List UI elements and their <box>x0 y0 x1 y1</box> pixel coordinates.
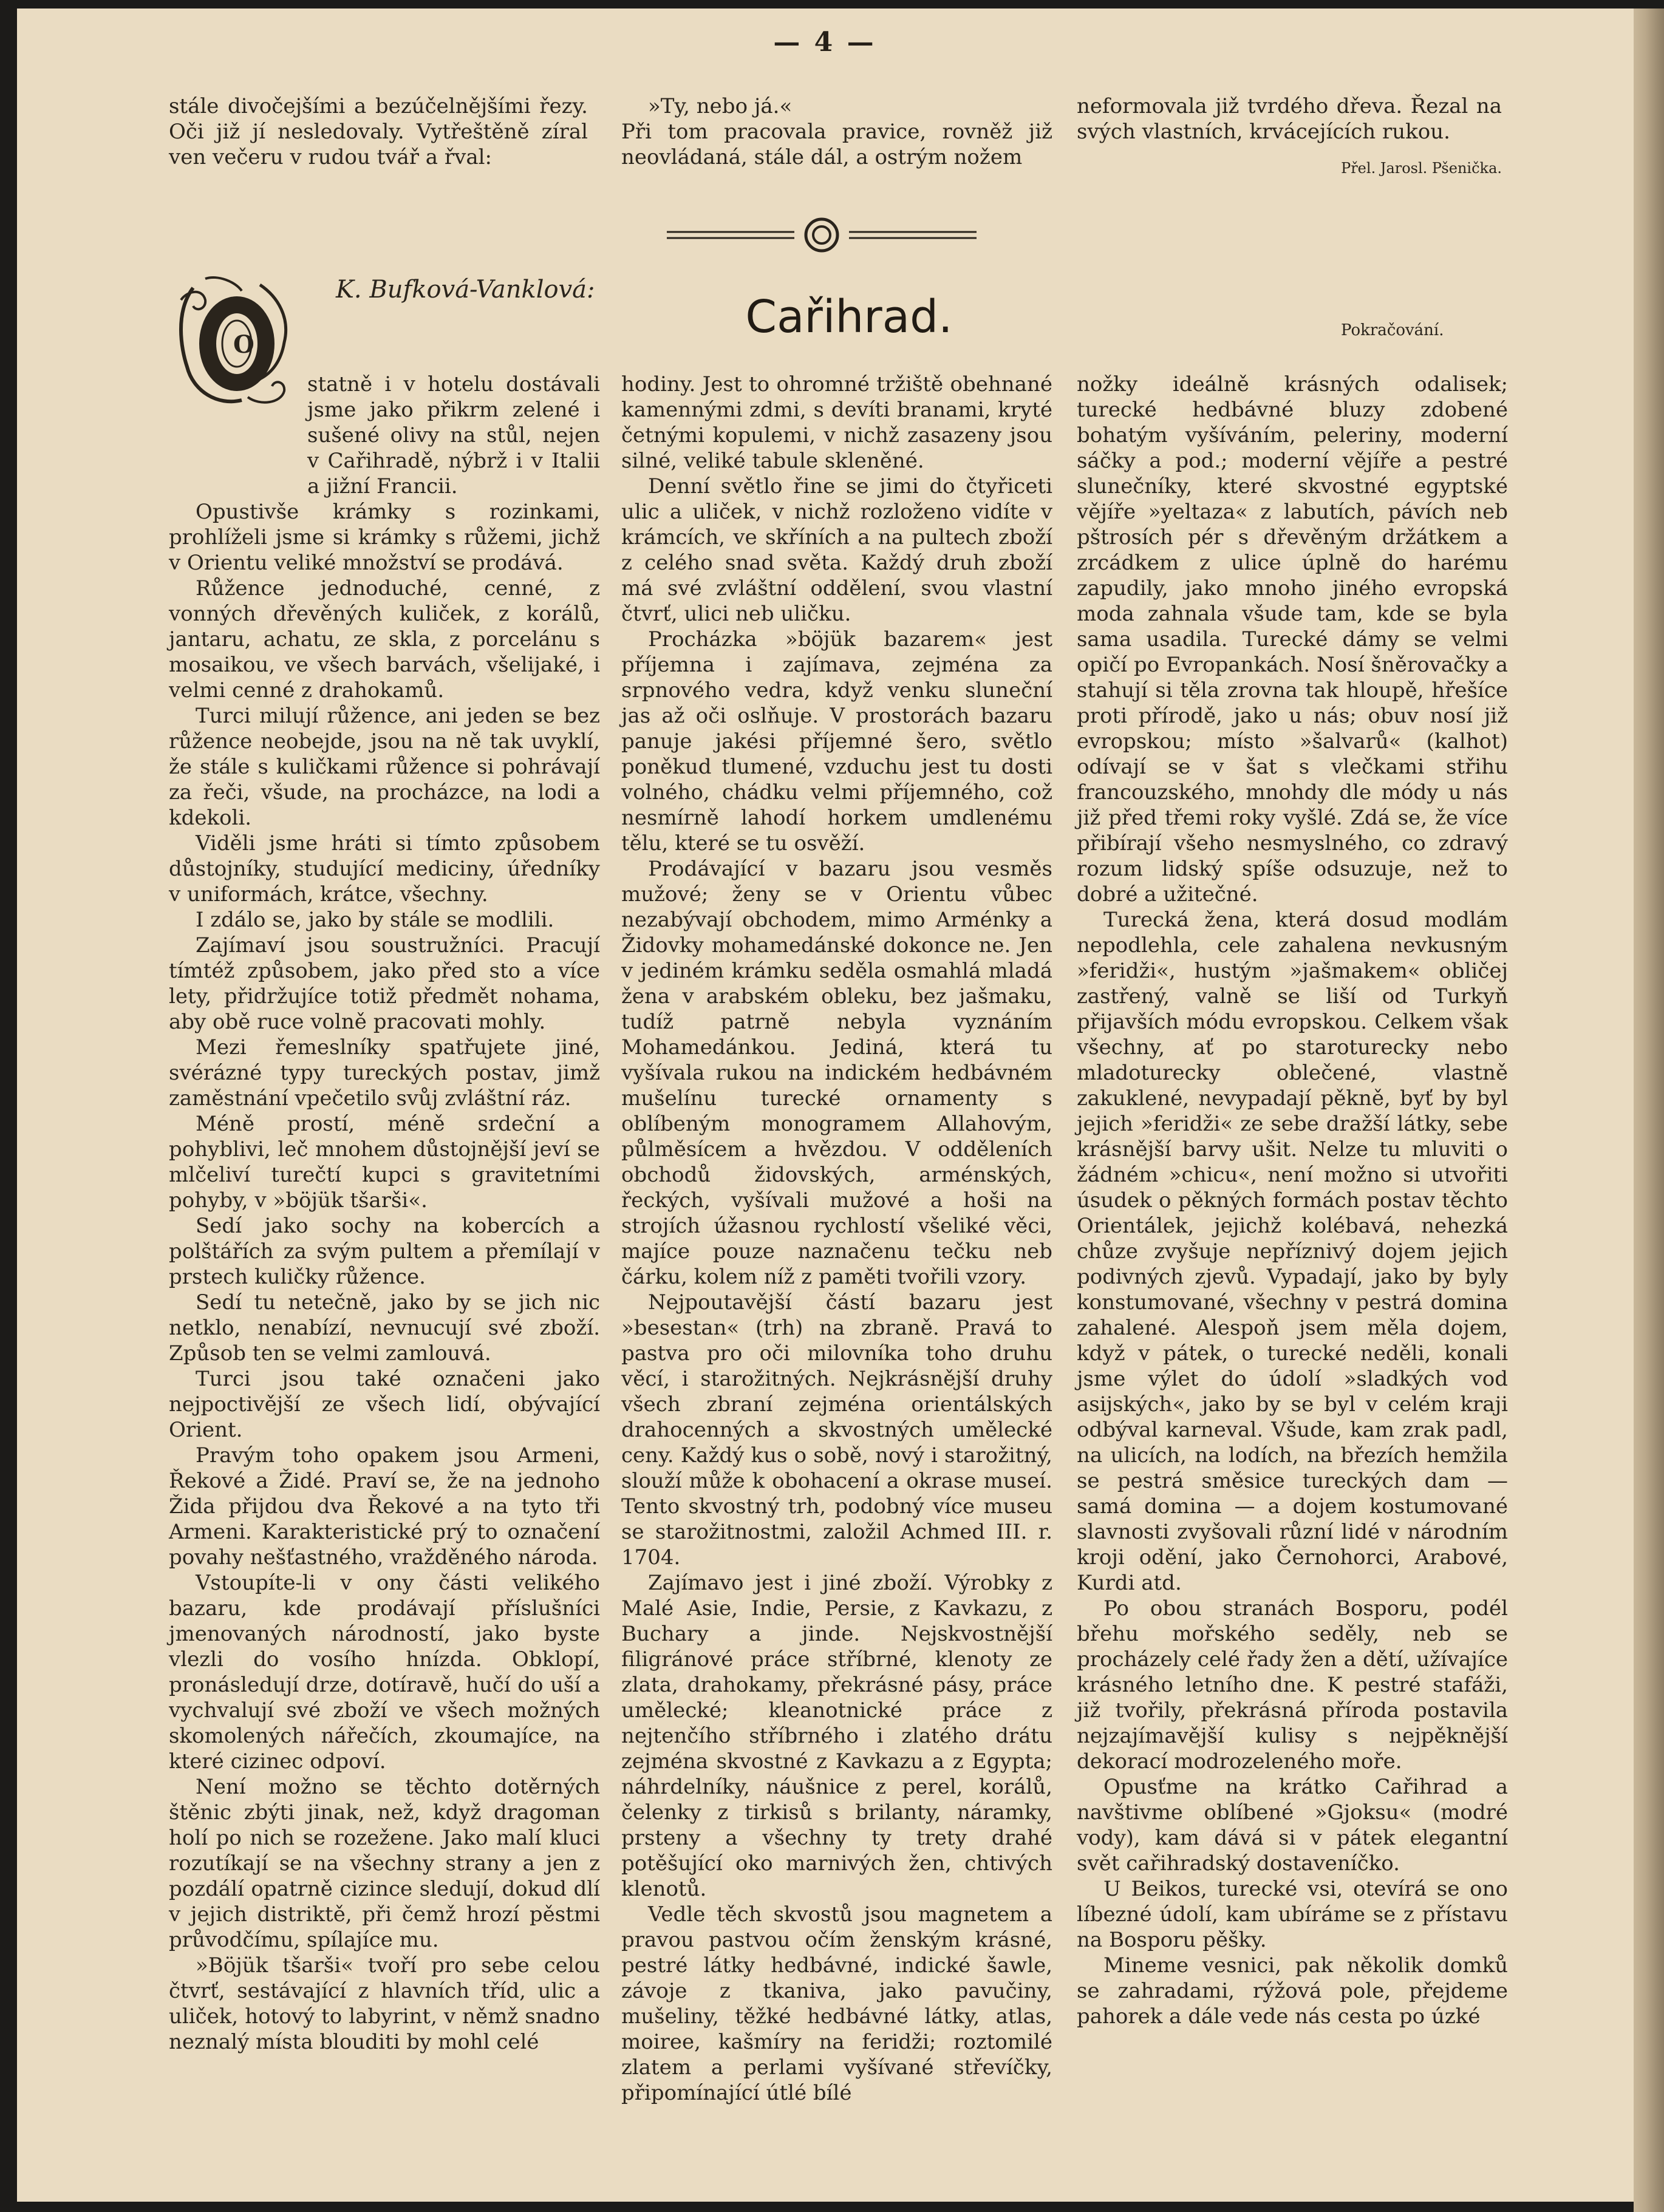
previous-story-column-2 <box>621 94 1052 170</box>
paragraph: Procházka »böjük bazarem« jest příjemna i zajímava, zejména za srpnového vedra, když venku sluneční jas až oči oslňuje. V prostorách bazaru panuje jakési příjemné šero, světlo poněkud tlumené, vzduchu jest tu dosti volného, chádku velmi příjemného, což nesmírně lahodí horkem umdlenému tělu, které se tu osvěží. <box>621 627 1052 856</box>
paragraph: Zajímaví jsou soustružníci. Pracují tímtéž způsobem, jako před sto a více lety, přidržujíce totiž předmět nohama, aby obě ruce volně pracovati mohly. <box>169 933 600 1034</box>
newspaper-page <box>17 9 1634 2202</box>
previous-story-column-1 <box>169 94 588 170</box>
paragraph: Denní světlo řine se jimi do čtyřiceti ulic a uliček, v nichž rozloženo vidíte v krámcích, ve skříních a na pultech zboží z celého snad světa. Každý druh zboží má své zvláštní oddělení, svou vlastní čtvrť, ulici neb uličku. <box>621 474 1052 626</box>
paragraph: Nejpoutavější částí bazaru jest »besestan« (trh) na zbraně. Pravá to pastva pro oči milovníka toho druhu věcí, i starožitných. Nejkrásnější druhy všech zbraní zejména orientálských drahocenných a skvostných umělecké ceny. Každý kus o sobě, nový i starožitný, slouží může k obohacení a okrase museí. Tento skvostný trh, podobný více museu se starožitnostmi, založil Achmed III. r. 1704. <box>621 1290 1052 1570</box>
paragraph: »Böjük tšarši« tvoří pro sebe celou čtvrť, sestávající z hlavních tříd, ulic a uliček, hotový to labyrint, v němž snadno neznalý místa blouditi by mohl celé <box>169 1953 600 2054</box>
page-edge <box>1634 9 1664 2212</box>
previous-story-text-2b: Při tom pracovala pravice, rovněž již neovládaná, stále dál, a ostrým nožem <box>621 120 1052 169</box>
page-number: — 4 — <box>773 27 876 58</box>
article-column-3 <box>1077 372 1508 2029</box>
paragraph: Vedle těch skvostů jsou magnetem a pravou pastvou očím ženským krásné, pestré látky hedbávné, indické šawle, závoje z tkaniva, jako pavučiny, mušeliny, těžké hedbávné látky, atlas, moiree, kašmíry na feridži; roztomilé zlatem a perlami vyšívané střevíčky, připomínající útlé bílé <box>621 1902 1052 2105</box>
article-author: K. Bufková-Vanklová: <box>336 276 595 304</box>
paragraph: Po obou stranách Bosporu, podél břehu mořského seděly, neb se procházely celé řady žen a dětí, užívajíce krásného letního dne. K pestré stafáži, již tvořily, překrásná příroda postavila nejzajímavější kulisy s nejpěknější dekorací modrozeleného moře. <box>1077 1596 1508 1774</box>
paragraph: Prodávající v bazaru jsou vesměs mužové; ženy se v Orientu vůbec nezabývají obchodem, mimo Arménky a Židovky mohamedánské dokonce ne. Jen v jediném krámku seděla osmahlá mladá žena v arabském obleku, bez jašmaku, tudíž patrně nebyla vyznáním Mohamedánkou. Jediná, která tu vyšívala rukou na indickém hedbávném mušelínu turecké ornamenty s oblíbeným monogramem Allahovým, půlměsícem a hvězdou. V odděleních obchodů židovských, arménských, řeckých, vyšívali mužové a hoši na strojích úžasnou rychlostí všeliké věci, majíce pouze naznačenu tečku neb čárku, kolem níž z paměti tvořili vzory. <box>621 857 1052 1289</box>
paragraph: Opusťme na krátko Cařihrad a navštivme oblíbené »Gjoksu« (modré vody), kam dává si v pátek elegantní svět cařihradský dostaveníčko. <box>1077 1775 1508 1876</box>
paragraph: Růžence jednoduché, cenné, z vonných dřevěných kuliček, z korálů, jantaru, achatu, ze skla, z porcelánu s mosaikou, ve všech barvách, všelijaké, i velmi cenné z drahokamů. <box>169 576 600 703</box>
paragraph: Vstoupíte-li v ony části velikého bazaru, kde prodávají příslušníci jmenovaných národností, jako byste vlezli do vosího hnízda. Obklopí, pronásledují drze, dotíravě, hučí do uší a vychvalují své zboží ve všech možných skomolených nářečích, zkoumajíce, na které cizinec odpoví. <box>169 1571 600 1774</box>
previous-story-text-3: neformovala již tvrdého dřeva. Řezal na svých vlastních, krvácejících rukou. <box>1077 94 1502 144</box>
ornamental-divider-icon <box>667 214 977 256</box>
previous-story-text-2a: »Ty, nebo já.« <box>648 94 793 118</box>
paragraph: Není možno se těchto dotěrných štěnic zbýti jinak, než, když dragoman holí po nich se rozežene. Jako malí kluci rozutíkají se na všechny strany a jen z pozdálí opatrně cizince sledují, dokud dlí v jejich distriktě, při čemž hrozí pěstmi průvodčímu, spílajíce mu. <box>169 1775 600 1952</box>
article-column-2 <box>621 372 1052 2106</box>
paragraph: Turci jsou také označeni jako nejpoctivější ze všech lidí, obývající Orient. <box>169 1367 600 1442</box>
paragraph: Viděli jsme hráti si tímto způsobem důstojníky, studující mediciny, úředníky v uniformách, krátce, všechny. <box>169 831 600 907</box>
paragraph: Mineme vesnici, pak několik domků se zahradami, rýžová pole, přejdeme pahorek a dále vede nás cesta po úzké <box>1077 1953 1508 2029</box>
paragraph: Méně prostí, méně srdeční a pohyblivi, leč mnohem důstojnější jeví se mlčeliví turečtí kupci s gravitetními pohyby, v »böjük tšarši«. <box>169 1112 600 1213</box>
paragraph: Pravým toho opakem jsou Armeni, Řekové a Židé. Praví se, že na jednoho Žida přijdou dva Řekové a na tyto tři Armeni. Karakteristické prý to označení povahy nešťastného, vražděného národa. <box>169 1443 600 1570</box>
initial-letter: O <box>233 330 254 359</box>
paragraph: Mezi řemeslníky spatřujete jiné, svérázné typy tureckých postav, jimž zaměstnání vpečetilo svůj zvláštní ráz. <box>169 1035 600 1111</box>
paragraph: Sedí jako sochy na kobercích a polštářích za svým pultem a přemílají v prstech kuličky růžence. <box>169 1214 600 1289</box>
article-title: Cařihrad. <box>745 291 953 343</box>
paragraph-continued: hodiny. Jest to ohromné tržiště obehnané kamennými zdmi, s devíti branami, kryté četnými kopulemi, v nichž zasazeny jsou silné, veliké tabule skleněné. <box>621 372 1052 473</box>
continued-label: Pokračování. <box>1341 321 1444 339</box>
previous-story-text-1: stále divočejšími a bezúčelnějšími řezy. Oči již jí nesledovaly. Vytřeštěně zíral ven večeru v rudou tvář a řval: <box>169 94 588 169</box>
paragraph: Sedí tu netečně, jako by se jich nic netklo, nenabízí, nevnucují své zboží. Způsob ten se velmi zamlouvá. <box>169 1290 600 1366</box>
previous-story-column-3 <box>1077 94 1502 181</box>
paragraph: Opustivše krámky s rozinkami, prohlíželi jsme si krámky s růžemi, jichž v Orientu veliké množství se prodává. <box>169 500 600 575</box>
paragraph: I zdálo se, jako by stále se modlili. <box>196 908 554 932</box>
paragraph: Turci milují růžence, ani jeden se bez růžence neobejde, jsou na ně tak uvyklí, že stále s kuličkami růžence si pohrávají za řeči, všude, na procházce, na lodi a kdekoli. <box>169 704 600 830</box>
translator-credit: Přel. Jarosl. Pšenička. <box>1341 160 1502 177</box>
article-lead-paragraph: statně i v hotelu dostávali jsme jako přikrm zelené i sušené olivy na stůl, nejen v Cařihradě, nýbrž i v Italii a jižní Francii. <box>307 372 600 499</box>
paragraph: U Beikos, turecké vsi, otevírá se ono líbezné údolí, kam ubíráme se z přístavu na Bosporu pěšky. <box>1077 1877 1508 1952</box>
article-column-1 <box>169 372 600 2055</box>
paragraph: Zajímavo jest i jiné zboží. Výrobky z Malé Asie, Indie, Persie, z Kavkazu, z Buchary a jinde. Nejskvostnější filigránové práce stříbrné, klenoty ze zlata, drahokamy, překrásné pásy, práce umělecké; kleanotnické práce z nejtenčího stříbrného i zlatého drátu zejména skvostné z Kavkazu a z Egypta; náhrdelníky, náušnice z perel, korálů, čelenky z tirkisů s brilanty, náramky, prsteny a všechny ty trety drahé potěšující oko marnivých žen, chtivých klenotů. <box>621 1571 1052 1901</box>
paragraph: Turecká žena, která dosud modlám nepodlehla, cele zahalena nevkusným »feridži«, hustým »jašmakem« obličej zastřený, valně se liší od Turkyň přijavších módu evropskou. Celkem však všechny, ať po staroturecky nebo mladoturecky oblečené, vlastně zakuklené, nevypadají pěkně, byť by byl jejich »feridži« ze sebe dražší látky, sebe krásnější barvy ušit. Nelze tu mluviti o žádném »chicu«, není možno si utvořiti úsudek o pěkných formách postav těchto Orientálek, jejichž kolébavá, nehezká chůze zvyšuje nepříznivý dojem jejich podivných zjevů. Vypadají, jako by byly konstumované, všechny v pestrá domina zahalené. Alespoň jsem měla dojem, když v pátek, o turecké neděli, konali jsme výlet do údolí »sladkých vod asijských«, jako by se byl v celém kraji odbýval karneval. Všude, kam zrak padl, na ulicích, na lodích, na březích hemžila se pestrá směsice tureckých dam — samá domina — a dojem kostumované slavnosti zvyšovali různí lidé v národním kroji odění, jako Černohorci, Arabové, Kurdi atd. <box>1077 908 1508 1595</box>
paragraph-continued: nožky ideálně krásných odalisek; turecké hedbávné bluzy zdobené bohatým vyšíváním, peleriny, moderní sáčky a pod.; moderní vějíře a pestré slunečníky, které skvostné egyptské vějíře »yeltaza« z labutích, pávích neb pštrosích pér s dřevěným držátkem a zrcádkem z ulice úplně do harému zapudily, jako mnoho jiného evropská moda zahnala všude tam, kde se byla sama usadila. Turecké dámy se velmi opičí po Evropankách. Nosí šněrovačky a stahují si těla zrovna tak hloupě, hřešíce proti přírodě, jako u nás; obuv nosí již evropskou; místo »šalvarů« (kalhot) odívají se v šat s vlečkami střihu francouzského, mnohdy dle módy u nás již před třemi roky vyšlé. Zdá se, že více přibírají všeho nesmyslného, co zdravý rozum lidský spíše odsuzuje, než to dobré a užitečné. <box>1077 372 1508 907</box>
